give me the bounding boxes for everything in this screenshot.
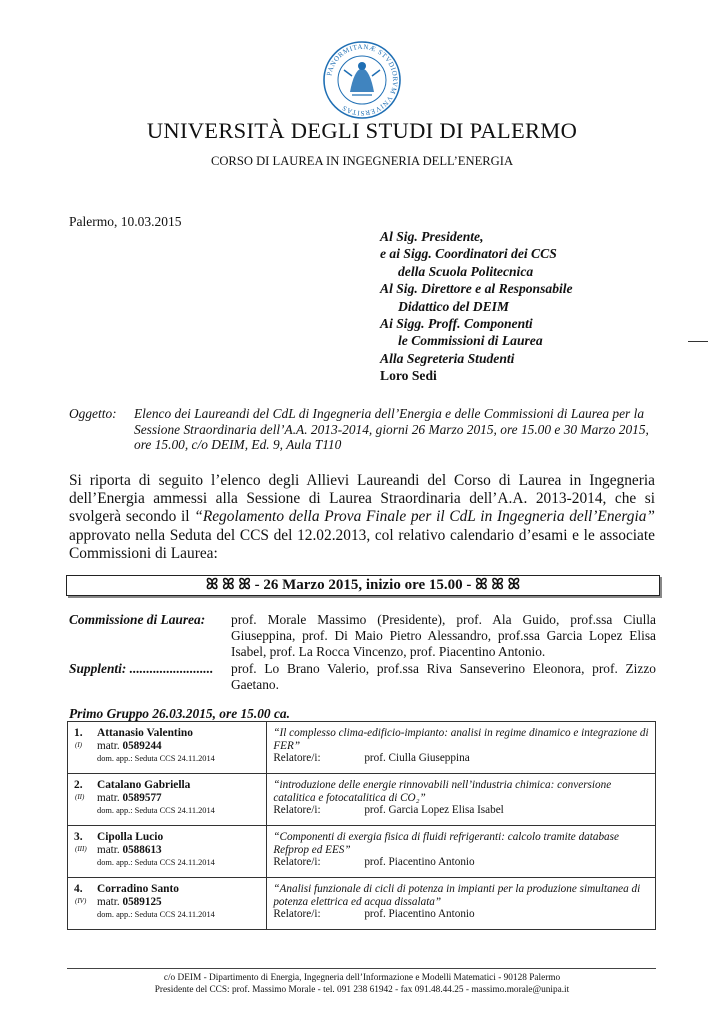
thesis-supervisor: Relatore/i: prof. Garcia Lopez Elisa Isabel (273, 804, 504, 817)
thesis-title: “Analisi funzionale di cicli di potenza in impianti per la produzione simultanea di potenza elettrica ed acqua dissalata” (273, 883, 641, 908)
recipient-line: della Scuola Politecnica (398, 263, 534, 279)
session-title: ꕤ ꕤ ꕤ - 26 Marzo 2015, inizio ore 15.00 - ꕤ ꕤ ꕤ (66, 575, 660, 596)
thesis-supervisor: Relatore/i: prof. Piacentino Antonio (273, 908, 475, 921)
recipient-line: e ai Sigg. Coordinatori dei CCS (380, 246, 557, 262)
student-matricola: matr. 0589244 (97, 740, 162, 752)
intro-regulation-title: “Regolamento della Prova Finale per il CdL in Ingegneria dell’Energia” (194, 508, 655, 526)
recipient-line: Ai Sigg. Proff. Componenti (380, 316, 533, 332)
student-matricola: matr. 0589577 (97, 792, 162, 804)
university-seal-logo (322, 40, 402, 120)
student-number: 4. (74, 883, 83, 895)
student-roman: (III) (75, 845, 87, 853)
intro-paragraph (69, 472, 655, 563)
recipients-block (380, 228, 573, 385)
footer-address: c/o DEIM - Dipartimento di Energia, Ingegneria dell’Informazione e Modelli Matematici - 90128 Palermo (163, 973, 561, 983)
thesis-title: “Componenti di exergia fisica di fluidi refrigeranti: calcolo tramite database Refprop ed EES” (273, 831, 619, 856)
thesis-title: “introduzione delle energie rinnovabili nell’industria chimica: conversione catalitica e fotocatalitica di CO₂” (273, 779, 612, 804)
student-number: 2. (74, 779, 83, 791)
recipient-line: le Commissioni di Laurea (398, 333, 543, 349)
footer-contacts: Presidente del CCS: prof. Massimo Morale - tel. 091 238 61942 - fax 091.48.44.25 - massimo.morale@unipa.it (154, 984, 570, 995)
table-row (68, 826, 656, 878)
commission-label: Commissione di Laurea: (69, 612, 206, 627)
letter-date: Palermo, 10.03.2015 (69, 214, 182, 229)
student-application: dom. app.: Seduta CCS 24.11.2014 (97, 910, 215, 919)
thesis-title: “Il complesso clima-edificio-impianto: analisi in regime dinamico e integrazione di FER” (273, 727, 649, 752)
recipient-line: Al Sig. Presidente, (380, 229, 484, 244)
table-row (68, 774, 656, 826)
footer (0, 973, 724, 997)
intro-text: approvato nella Seduta del CCS del 12.02.2013, col relativo calendario d’esami e le associate Commissioni di Laurea: (69, 526, 655, 562)
student-application: dom. app.: Seduta CCS 24.11.2014 (97, 858, 215, 867)
recipient-line: Didattico del DEIM (398, 298, 510, 314)
student-roman: (IV) (75, 897, 87, 905)
recipient-line: Alla Segreteria Studenti (380, 350, 515, 366)
student-name: Attanasio Valentino (97, 727, 193, 739)
student-number: 1. (74, 727, 83, 739)
student-application: dom. app.: Seduta CCS 24.11.2014 (97, 754, 215, 763)
margin-mark (688, 341, 708, 342)
recipient-line: Al Sig. Direttore e al Responsabile (380, 281, 573, 297)
thesis-supervisor: Relatore/i: prof. Ciulla Giuseppina (273, 752, 470, 765)
svg-text:PANORMITANÆ STVDIORVM VNIVERSI: PANORMITANÆ STVDIORVM VNIVERSITAS (325, 42, 400, 118)
footer-divider (67, 968, 656, 969)
student-matricola: matr. 0588613 (97, 844, 162, 856)
students-table (67, 721, 656, 930)
student-roman: (I) (75, 741, 82, 749)
university-name: UNIVERSITÀ DEGLI STUDI DI PALERMO (146, 118, 578, 143)
recipient-line: Loro Sedi (380, 368, 437, 384)
table-row (68, 878, 656, 930)
thesis-supervisor: Relatore/i: prof. Piacentino Antonio (273, 856, 475, 869)
subject-text: Elenco dei Laureandi del CdL di Ingegneria dell’Energia e delle Commissioni di Laurea per la Sessione Straordinaria dell’A.A. 2013-2014, giorni 26 Marzo 2015, ore 15.00 e 30 Marzo 2015, ore 15.00, c/o DEIM, Ed. 9, Aula T110 (134, 406, 649, 453)
student-number: 3. (74, 831, 83, 843)
student-name: Cipolla Lucio (97, 831, 164, 843)
commission-members: prof. Morale Massimo (Presidente), prof. Ala Guido, prof.ssa Ciulla Giuseppina, prof. Di Maio Pietro Alessandro, prof.ssa Garcia Lopez Elisa Isabel, prof. La Rocca Vincenzo, prof. Piacentino Antonio. (231, 612, 656, 659)
student-application: dom. app.: Seduta CCS 24.11.2014 (97, 806, 215, 815)
substitutes-members: prof. Lo Brano Valerio, prof.ssa Riva Sanseverino Eleonora, prof. Zizzo Gaetano. (231, 661, 656, 692)
substitutes-label: Supplenti: ......................... (69, 661, 214, 676)
table-row (68, 722, 656, 774)
group-title: Primo Gruppo 26.03.2015, ore 15.00 ca. (69, 706, 290, 721)
intro-text: Si riporta di seguito l’elenco degli Allievi Laureandi del Corso di Laurea in Ingegneria dell’Energia ammessi alla Sessione di Laurea Straordinaria dell’A.A. 2013-2014, che si svolgerà secondo il (69, 472, 655, 526)
student-matricola: matr. 0589125 (97, 896, 162, 908)
student-roman: (II) (75, 793, 85, 801)
student-name: Corradino Santo (97, 883, 179, 895)
subject-label: Oggetto: (69, 406, 117, 421)
course-name: CORSO DI LAUREA IN INGEGNERIA DELL’ENERGIA (210, 154, 514, 168)
student-name: Catalano Gabriella (97, 779, 191, 791)
